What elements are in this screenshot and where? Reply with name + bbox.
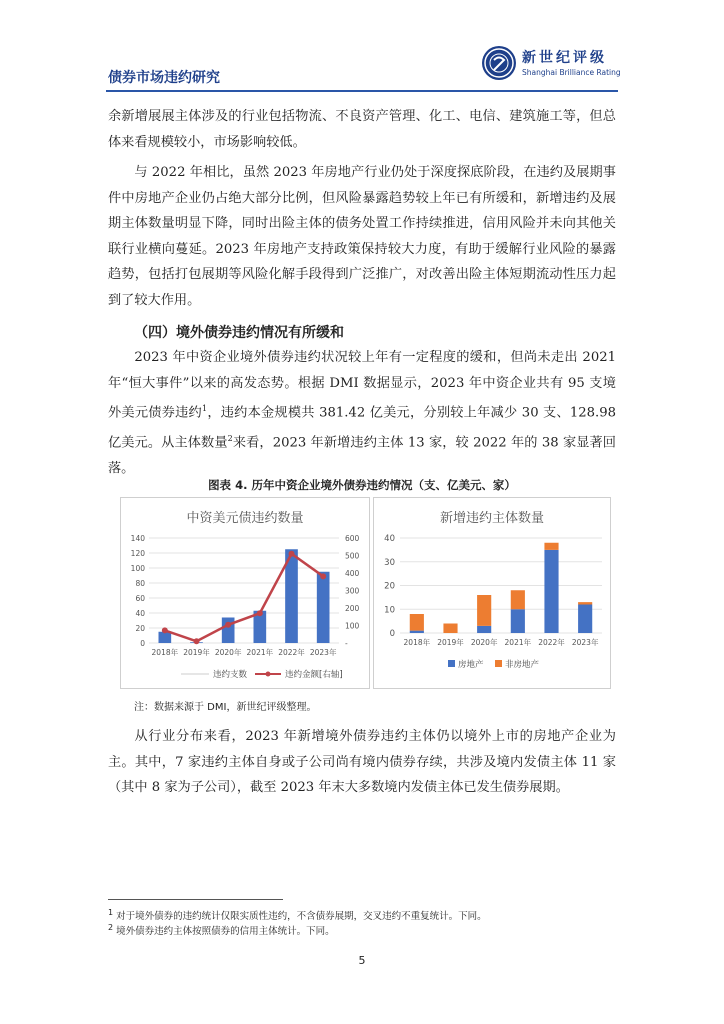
point-default-amount (194, 638, 200, 644)
y-tick-label: 40 (384, 534, 395, 544)
footnote-divider (108, 899, 283, 900)
footnote-1-text: 对于境外债券的违约统计仅限实质性违约，不含债券展期，交叉违约不重复统计。下同。 (116, 911, 487, 923)
point-default-amount (162, 627, 168, 633)
y-left-tick-label: 100 (130, 564, 145, 573)
footnote-2 (108, 921, 335, 939)
section-heading: （四）境外债券违约情况有所缓和 (134, 325, 344, 341)
x-tick-label: 2020年 (470, 638, 498, 647)
figure-caption: 图表 4. 历年中资企业境外债券违约情况（支、亿美元、家） (208, 478, 516, 492)
bar-non-real-estate (443, 624, 457, 634)
x-tick-label: 2022年 (278, 648, 305, 657)
y-tick-label: 30 (384, 557, 395, 568)
y-left-tick-label: 120 (130, 549, 145, 558)
y-left-tick-label: 40 (135, 609, 145, 618)
chart-new-default-issuers-svg (374, 498, 610, 688)
legend-swatch-real-estate (448, 660, 455, 667)
paragraph-3-part-c: 来看，2023 年新增违约主体 13 家，较 2022 年的 38 家显著回落。 (108, 435, 616, 476)
legend-label-non-real-estate: 非房地产 (505, 660, 540, 670)
y-left-tick-label: 60 (135, 594, 145, 603)
y-left-tick-label: 0 (140, 639, 145, 648)
logo-english-text: Shanghai Brilliance Rating (522, 68, 621, 77)
x-tick-label: 2018年 (151, 648, 179, 657)
x-tick-label: 2023年 (309, 648, 337, 657)
bar-non-real-estate (511, 590, 525, 609)
y-tick-label: 10 (384, 605, 395, 616)
bar-default-count (317, 572, 330, 643)
page-number: 5 (358, 954, 366, 967)
footnote-2-num: 2 (108, 923, 114, 932)
legend-marker-amount (266, 672, 271, 677)
bar-real-estate (544, 550, 558, 633)
x-tick-label: 2019年 (183, 648, 210, 657)
paragraph-1: 余新增展展主体涉及的行业包括物流、不良资产管理、化工、电信、建筑施工等，但总体来看规模较小，市场影响较低。 (108, 109, 616, 150)
y-right-tick-label: 400 (345, 569, 360, 578)
footnote-2-text: 境外债券违约主体按照债券的信用主体统计。下同。 (116, 926, 335, 938)
legend-label-count: 违约支数 (213, 670, 248, 680)
legend-label-real-estate: 房地产 (458, 660, 484, 670)
y-right-tick-label: 100 (345, 621, 360, 631)
chart-title: 中资美元债违约数量 (186, 511, 304, 526)
x-tick-label: 2021年 (504, 638, 532, 647)
chart-title: 新增违约主体数量 (439, 511, 545, 526)
paragraph-3-part-a: 2023 年中资企业境外债券违约状况较上年有一定程度的缓和，但尚未走出 2021 年“恒大事件”以来的高发态势。根据 DMI 数据显示，2023 年中资企业共有 95 支境外美元债券违约 (108, 350, 616, 421)
paragraph-3-part-b: ，违约本金规模共 381.42 亿美元，分别较上年减少 30 支、128.98 亿美元。从主体数量 (108, 405, 617, 451)
bar-non-real-estate (477, 595, 491, 626)
bar-non-real-estate (544, 543, 558, 550)
x-tick-label: 2021年 (246, 648, 274, 657)
chart-default-bonds (120, 497, 370, 689)
figure-note: 注：数据来源于 DMI，新世纪评级整理。 (134, 702, 317, 713)
y-tick-label: 0 (389, 629, 395, 639)
y-right-tick-label: - (345, 639, 348, 648)
x-tick-label: 2023年 (571, 638, 599, 647)
y-left-tick-label: 140 (130, 534, 145, 543)
paragraph-4: 从行业分布来看，2023 年新增境外债券违约主体仍以境外上市的房地产企业为主。其中，7 家违约主体自身或子公司尚有境内债券存续，共涉及境内发债主体 11 家（其中 8 家为子公司），截至 2023 年末大多数境内发债主体已发生债券展期。 (108, 729, 616, 795)
paragraph-3 (108, 345, 616, 481)
bar-default-count (222, 618, 235, 644)
y-right-tick-label: 200 (345, 604, 360, 613)
point-default-amount (289, 551, 295, 557)
y-left-tick-label: 80 (135, 579, 145, 588)
bar-default-count (159, 632, 172, 643)
brand-logo (482, 43, 622, 87)
bar-real-estate (578, 605, 592, 634)
bar-non-real-estate (410, 614, 424, 631)
paragraph-2: 与 2022 年相比，虽然 2023 年房地产行业仍处于深度探底阶段，在违约及展期事件中房地产企业仍占绝大部分比例，但风险暴露趋势较上年已有所缓和，新增违约及展期主体数量明显下降，同时出险主体的债务处置工作持续推进，信用风险并未向其他关联行业横向蔓延。2023 年房地产支持政策保持较大力度，有助于缓解行业风险的暴露趋势，包括打包展期等风险化解手段得到广泛推广，对改善出险主体短期流动性压力起到了较大作用。 (108, 165, 616, 308)
footnote-ref-2: 2 (227, 433, 233, 443)
y-tick-label: 20 (384, 581, 395, 592)
x-tick-label: 2020年 (214, 648, 242, 657)
header-title: 债券市场违约研究 (108, 70, 220, 86)
y-right-tick-label: 500 (345, 551, 360, 561)
x-tick-label: 2022年 (538, 638, 565, 647)
point-default-amount (257, 610, 263, 616)
bar-non-real-estate (578, 602, 592, 604)
legend-swatch-non-real-estate (495, 660, 502, 667)
legend-label-amount: 违约金额[右轴] (285, 670, 343, 680)
point-default-amount (225, 622, 231, 628)
x-tick-label: 2019年 (437, 638, 464, 647)
logo-emblem-icon (482, 46, 516, 80)
chart-new-default-issuers (373, 497, 611, 689)
x-tick-label: 2018年 (403, 638, 431, 647)
y-right-tick-label: 300 (345, 586, 360, 596)
bar-real-estate (477, 626, 491, 633)
logo-chinese-text: 新世纪评级 (522, 50, 607, 66)
footnote-1-num: 1 (108, 908, 114, 917)
bar-real-estate (410, 631, 424, 633)
y-right-tick-label: 600 (345, 534, 360, 543)
y-left-tick-label: 20 (135, 624, 145, 633)
point-default-amount (320, 573, 326, 579)
footnote-ref-1: 1 (201, 404, 208, 413)
bar-real-estate (511, 609, 525, 633)
header-divider (106, 90, 618, 92)
chart-default-bonds-svg (121, 498, 369, 688)
